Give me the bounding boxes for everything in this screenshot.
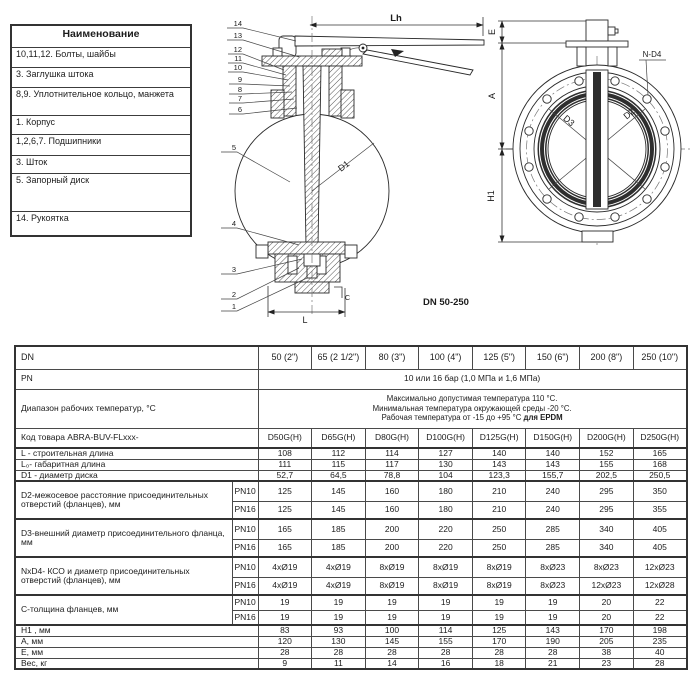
spec-cell: 143	[526, 625, 580, 636]
spec-cell: 145	[312, 481, 366, 501]
spec-cell: 220	[419, 539, 473, 557]
dim-d1-label: D1	[336, 158, 352, 174]
callout-number: 9	[237, 75, 242, 84]
valve-side-section-view	[235, 36, 484, 293]
spec-cell: 240	[526, 481, 580, 501]
spec-cell: 250,5	[633, 470, 687, 481]
spec-cell: 19	[526, 595, 580, 610]
spec-cell: D150G(H)	[526, 428, 580, 448]
spec-cell: 12xØ28	[633, 577, 687, 595]
spec-cell: 28	[419, 647, 473, 658]
spec-cell: 4xØ19	[312, 557, 366, 577]
spec-cell: 130	[419, 459, 473, 470]
spec-cell: 355	[633, 501, 687, 519]
spec-cell: 28	[633, 658, 687, 669]
spec-cell: D50G(H)	[258, 428, 312, 448]
spec-cell: 185	[312, 519, 366, 539]
spec-cell: 340	[580, 539, 634, 557]
spec-cell: 112	[312, 448, 366, 459]
pn16-sublabel: PN16	[232, 539, 258, 557]
parts-list-item: 5. Запорный диск	[11, 173, 191, 211]
spec-cell: 9	[258, 658, 312, 669]
spec-cell: D125G(H)	[472, 428, 526, 448]
spec-cell: 50 (2")	[258, 346, 312, 369]
valve-front-view	[506, 20, 692, 245]
spec-cell: 155	[419, 636, 473, 647]
spec-cell: 19	[365, 610, 419, 625]
spec-cell: 100 (4")	[419, 346, 473, 369]
side-screw	[608, 27, 615, 35]
spec-cell: 220	[419, 519, 473, 539]
spec-row-label-c: С-толщина фланцев, мм	[15, 595, 232, 625]
pn16-sublabel: PN16	[232, 610, 258, 625]
spec-cell: 114	[365, 448, 419, 459]
callout-number: 2	[231, 290, 236, 299]
pn10-sublabel: PN10	[232, 481, 258, 501]
bottom-flange-band	[268, 242, 345, 254]
drawing-caption: DN 50-250	[423, 297, 469, 308]
spec-cell: 83	[258, 625, 312, 636]
spec-cell: 150 (6")	[526, 346, 580, 369]
callout-number: 14	[233, 19, 242, 28]
spec-cell: 235	[633, 636, 687, 647]
pn10-sublabel: PN10	[232, 519, 258, 539]
callout-number: 7	[237, 94, 242, 103]
spec-cell: 19	[258, 610, 312, 625]
parts-list-item: 3. Шток	[11, 155, 191, 173]
spec-cell: 240	[526, 501, 580, 519]
spec-cell: 22	[633, 595, 687, 610]
temp-line-1: Максимально допустимая температура 110 °С.	[386, 393, 558, 403]
spec-cell: 155	[580, 459, 634, 470]
spec-cell: 19	[472, 595, 526, 610]
spec-cell: 165	[258, 519, 312, 539]
parts-list-header: Наименование	[11, 25, 191, 47]
pn10-sublabel: PN10	[232, 557, 258, 577]
callout-number: 10	[233, 63, 242, 72]
spec-cell: 200 (8")	[580, 346, 634, 369]
parts-list-item: 14. Рукоятка	[11, 211, 191, 236]
spec-cell: 78,8	[365, 470, 419, 481]
spec-cell: 22	[633, 610, 687, 625]
dim-h1-label: H1	[486, 190, 496, 202]
callout-number: 11	[234, 54, 242, 63]
spec-cell: D250G(H)	[633, 428, 687, 448]
spec-cell: 155,7	[526, 470, 580, 481]
spec-cell: 28	[472, 647, 526, 658]
dim-c-label: C	[345, 295, 351, 302]
spec-cell: 23	[580, 658, 634, 669]
spec-cell: 145	[312, 501, 366, 519]
spec-cell: 285	[526, 539, 580, 557]
spec-cell: 28	[526, 647, 580, 658]
spec-cell: 125	[258, 481, 312, 501]
spec-cell: 19	[365, 595, 419, 610]
spec-cell: 143	[526, 459, 580, 470]
dim-d3-label: D3	[561, 113, 577, 129]
spec-cell: 111	[258, 459, 312, 470]
spec-cell: 120	[258, 636, 312, 647]
spec-cell: 28	[258, 647, 312, 658]
callout-number: 6	[237, 105, 242, 114]
spec-cell: D80G(H)	[365, 428, 419, 448]
spec-cell: 64,5	[312, 470, 366, 481]
spec-cell: 285	[526, 519, 580, 539]
spec-cell: 8xØ19	[365, 577, 419, 595]
spec-row-label-dn: DN	[15, 346, 258, 369]
spec-cell: 250	[472, 539, 526, 557]
spec-cell: 11	[312, 658, 366, 669]
spec-cell: 114	[419, 625, 473, 636]
spec-row-label-weight: Вес, кг	[15, 658, 258, 669]
spec-cell: 180	[419, 481, 473, 501]
parts-list-item: 1,2,6,7. Подшипники	[11, 134, 191, 155]
pn10-sublabel: PN10	[232, 595, 258, 610]
spec-cell: 210	[472, 481, 526, 501]
spec-cell: 125	[258, 501, 312, 519]
callout-number: 1	[231, 302, 236, 311]
spec-temp-value	[258, 389, 687, 428]
spec-cell: 165	[633, 448, 687, 459]
spec-row-label-l0: L₀- габаритная длина	[15, 459, 258, 470]
spec-cell: 21	[526, 658, 580, 669]
spec-row-label-temp: Диапазон рабочих температур, °С	[15, 389, 258, 428]
spec-cell: 127	[419, 448, 473, 459]
callout-number: 5	[231, 143, 236, 152]
spec-cell: 160	[365, 481, 419, 501]
spec-cell: 205	[580, 636, 634, 647]
spec-row-label-d1: D1 - диаметр диска	[15, 470, 258, 481]
spec-row-label-l: L - строительная длина	[15, 448, 258, 459]
spec-cell: 12xØ23	[633, 557, 687, 577]
dim-nd4-label: N-D4	[642, 50, 662, 59]
spec-cell: 295	[580, 501, 634, 519]
stem-cap	[586, 20, 608, 41]
spec-cell: 8xØ23	[526, 577, 580, 595]
dim-d2-label: D2	[621, 106, 637, 122]
spec-cell: 170	[580, 625, 634, 636]
spec-cell: D100G(H)	[419, 428, 473, 448]
spec-cell: 19	[312, 595, 366, 610]
spec-row-label-h1: H1 , мм	[15, 625, 258, 636]
spec-cell: 38	[580, 647, 634, 658]
spec-cell: 19	[419, 595, 473, 610]
spec-cell: 20	[580, 610, 634, 625]
spec-cell: 12xØ23	[580, 577, 634, 595]
spec-row-label-e: Е, мм	[15, 647, 258, 658]
spec-cell: 140	[526, 448, 580, 459]
spec-cell: 93	[312, 625, 366, 636]
spec-row-label-a: А, мм	[15, 636, 258, 647]
pn16-sublabel: PN16	[232, 577, 258, 595]
spec-cell: 165	[258, 539, 312, 557]
spec-cell: 8xØ23	[580, 557, 634, 577]
dim-a-label: A	[487, 92, 497, 100]
spec-cell: 28	[365, 647, 419, 658]
spec-cell: 250	[472, 519, 526, 539]
spec-cell: 19	[312, 610, 366, 625]
handle-lever	[295, 36, 484, 46]
spec-cell: 140	[472, 448, 526, 459]
spec-cell: 20	[580, 595, 634, 610]
spec-cell: 4xØ19	[258, 557, 312, 577]
spec-cell: 295	[580, 481, 634, 501]
spec-cell: D200G(H)	[580, 428, 634, 448]
spec-cell: 202,5	[580, 470, 634, 481]
spec-cell: 8xØ19	[472, 577, 526, 595]
spec-cell: 340	[580, 519, 634, 539]
spec-cell: 115	[312, 459, 366, 470]
dim-l-label: L	[302, 315, 308, 325]
spec-cell: 28	[312, 647, 366, 658]
spec-cell: 198	[633, 625, 687, 636]
spec-cell: 8xØ23	[526, 557, 580, 577]
spec-cell: 250 (10")	[633, 346, 687, 369]
spec-cell: 200	[365, 539, 419, 557]
callout-number: 4	[231, 219, 236, 228]
spec-cell: 52,7	[258, 470, 312, 481]
spec-table	[14, 345, 688, 670]
spec-cell: 19	[258, 595, 312, 610]
spec-cell: 185	[312, 539, 366, 557]
spec-row-label-code: Код товара ABRA-BUV-FLxxx-	[15, 428, 258, 448]
spec-cell: 8xØ19	[419, 557, 473, 577]
spec-cell: 40	[633, 647, 687, 658]
spec-row-label-d3: D3-внешний диаметр присоединительного фланца, мм	[15, 519, 232, 557]
spec-cell: 350	[633, 481, 687, 501]
spec-cell: 123,3	[472, 470, 526, 481]
spec-row-label-pn: PN	[15, 369, 258, 389]
spec-row-label-d2: D2-межосевое расстояние присоединительных отверстий (фланцев), мм	[15, 481, 232, 519]
spec-cell: 152	[580, 448, 634, 459]
spec-cell: 100	[365, 625, 419, 636]
spec-cell: 210	[472, 501, 526, 519]
spec-cell: 168	[633, 459, 687, 470]
spec-cell: 14	[365, 658, 419, 669]
temp-line-3: Рабочая температура от -15 до +95 °С для EPDM	[381, 413, 563, 423]
spec-cell: 405	[633, 519, 687, 539]
parts-list-item: 3. Заглушка штока	[11, 67, 191, 87]
spec-cell: 4xØ19	[258, 577, 312, 595]
spec-cell: 405	[633, 539, 687, 557]
parts-list-item: 1. Корпус	[11, 115, 191, 134]
spec-cell: 160	[365, 501, 419, 519]
spec-cell: 125 (5")	[472, 346, 526, 369]
spec-cell: 190	[526, 636, 580, 647]
dim-e-label: E	[487, 28, 497, 36]
bottom-foot	[582, 231, 613, 242]
callout-number: 3	[231, 265, 236, 274]
callout-number: 13	[233, 31, 242, 40]
temp-line-2: Минимальная температура окружающей среды -20 °С.	[372, 403, 572, 413]
spec-cell: 125	[472, 625, 526, 636]
spec-cell: 170	[472, 636, 526, 647]
spec-cell: 145	[365, 636, 419, 647]
spec-cell: 80 (3")	[365, 346, 419, 369]
mounting-plate	[566, 41, 628, 47]
spec-cell: 16	[419, 658, 473, 669]
pn16-sublabel: PN16	[232, 501, 258, 519]
spec-cell: 8xØ19	[419, 577, 473, 595]
spec-cell: 108	[258, 448, 312, 459]
spec-cell: 104	[419, 470, 473, 481]
handle-trigger	[363, 50, 473, 75]
spec-cell: 19	[526, 610, 580, 625]
dim-lh-label: Lh	[390, 13, 402, 24]
spec-cell: 8xØ19	[472, 557, 526, 577]
spec-cell: 19	[419, 610, 473, 625]
spec-cell: 19	[472, 610, 526, 625]
callout-number: 8	[237, 85, 242, 94]
callout-number: 12	[233, 45, 242, 54]
parts-list-table	[10, 24, 192, 237]
spec-cell: 130	[312, 636, 366, 647]
parts-list-item: 8,9. Уплотнительное кольцо, манжета	[11, 87, 191, 115]
spec-cell: D65G(H)	[312, 428, 366, 448]
spec-pn-value: 10 или 16 бар (1,0 МПа и 1,6 МПа)	[258, 369, 687, 389]
spec-cell: 8xØ19	[365, 557, 419, 577]
spec-cell: 180	[419, 501, 473, 519]
spec-cell: 65 (2 1/2")	[312, 346, 366, 369]
spec-cell: 4xØ19	[312, 577, 366, 595]
parts-list-item: 10,11,12. Болты, шайбы	[11, 47, 191, 67]
spec-row-label-nxd4: NxD4- КСО и диаметр присоединительных отверстий (фланцев), мм	[15, 557, 232, 595]
spec-cell: 117	[365, 459, 419, 470]
spec-cell: 143	[472, 459, 526, 470]
spec-cell: 200	[365, 519, 419, 539]
spec-cell: 18	[472, 658, 526, 669]
